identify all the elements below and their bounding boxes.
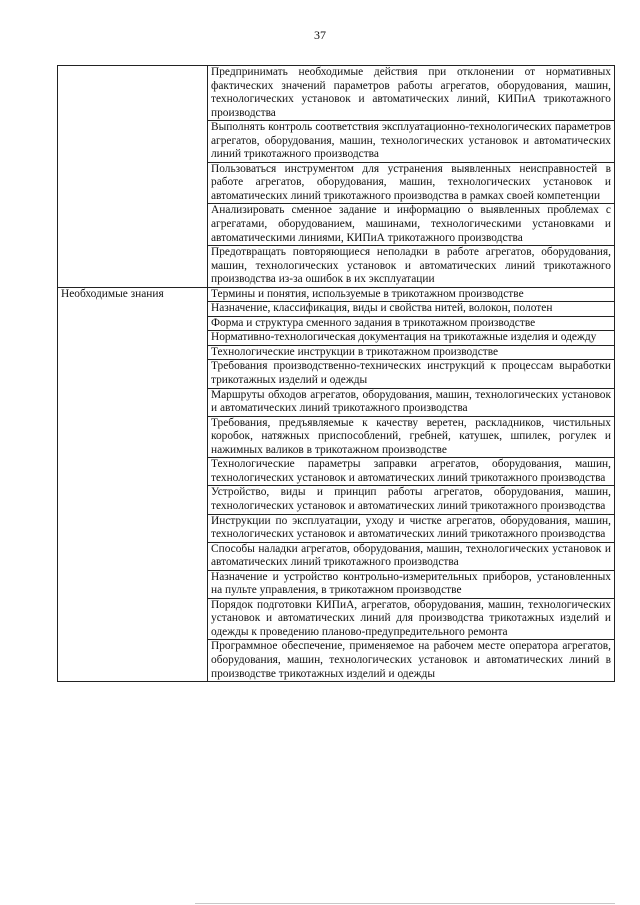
skill-item: Пользоваться инструментом для устранения выявленных неисправностей в работе агрегатов, оборудования, машин, технологических установок и автоматических линий трикотажного производства в рамках своей компетенции	[208, 162, 615, 204]
knowledge-item: Инструкции по эксплуатации, уходу и чистке агрегатов, оборудования, машин, технологических установок и автоматических линий трикотажного производства	[208, 514, 615, 542]
skill-item: Анализировать сменное задание и информацию о выявленных проблемах с агрегатами, оборудованием, машинами, технологическими установками и автоматическими линиями, КИПиА трикотажного производства	[208, 204, 615, 246]
knowledge-item: Форма и структура сменного задания в трикотажном производстве	[208, 316, 615, 331]
table-row	[58, 66, 615, 121]
knowledge-item: Программное обеспечение, применяемое на рабочем месте оператора агрегатов, оборудования, машин, технологических установок и автоматических линий в производстве трикотажных изделий и одежды	[208, 640, 615, 682]
knowledge-item: Порядок подготовки КИПиА, агрегатов, оборудования, машин, технологических установок и автоматических линий для производства трикотажных изделий и одежды к проведению планово-предупредительного ремонта	[208, 598, 615, 640]
knowledge-item: Назначение и устройство контрольно-измерительных приборов, установленных на пульте управления, в трикотажном производстве	[208, 570, 615, 598]
table-row	[58, 287, 615, 302]
knowledge-item: Термины и понятия, используемые в трикотажном производстве	[208, 287, 615, 302]
skill-item: Предотвращать повторяющиеся неполадки в работе агрегатов, оборудования, машин, технологических установок и автоматических линий трикотажного производства из-за ошибок в их эксплуатации	[208, 246, 615, 288]
scan-edge-divider	[195, 903, 615, 904]
knowledge-item: Способы наладки агрегатов, оборудования, машин, технологических установок и автоматических линий трикотажного производства	[208, 542, 615, 570]
knowledge-item: Маршруты обходов агрегатов, оборудования, машин, технологических установок и автоматических линий трикотажного производства	[208, 388, 615, 416]
knowledge-item: Назначение, классификация, виды и свойства нитей, волокон, полотен	[208, 302, 615, 317]
knowledge-item: Требования, предъявляемые к качеству веретен, раскладников, чистильных коробок, натяжных приспособлений, гребней, катушек, шпилек, рогулек и нажимных валиков в трикотажном производстве	[208, 416, 615, 458]
skill-item: Выполнять контроль соответствия эксплуатационно-технологических параметров агрегатов, оборудования, машин, технологических установок и автоматических линий трикотажного производства	[208, 121, 615, 163]
competency-table	[57, 65, 615, 682]
knowledge-item: Требования производственно-технических инструкций к процессам выработки трикотажных изделий и одежды	[208, 360, 615, 388]
page-number: 37	[314, 28, 326, 42]
knowledge-item: Нормативно-технологическая документация на трикотажные изделия и одежду	[208, 331, 615, 346]
knowledge-item: Устройство, виды и принцип работы агрегатов, оборудования, машин, технологических установок и автоматических линий трикотажного производства	[208, 486, 615, 514]
knowledge-item: Технологические инструкции в трикотажном производстве	[208, 345, 615, 360]
knowledge-item: Технологические параметры заправки агрегатов, оборудования, машин, технологических установок и автоматических линий трикотажного производства	[208, 458, 615, 486]
skills-label-cell	[58, 66, 208, 288]
knowledge-label: Необходимые знания	[58, 287, 208, 681]
table-body	[58, 66, 615, 682]
skill-item: Предпринимать необходимые действия при отклонении от нормативных фактических значений параметров работы агрегатов, оборудования, машин, технологических установок и автоматических линий, КИПиА трикотажного производства	[208, 66, 615, 121]
